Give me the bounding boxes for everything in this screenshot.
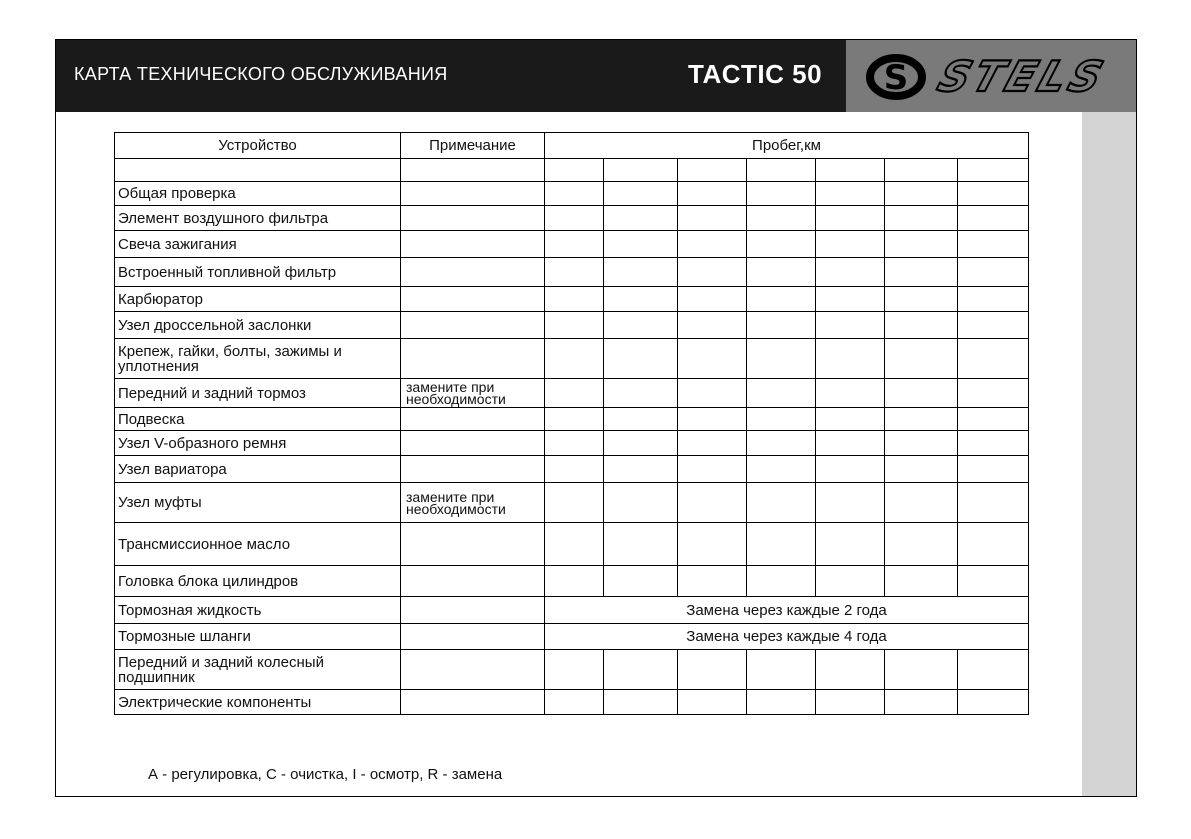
mileage-cell: [678, 339, 747, 379]
mileage-cell: [958, 159, 1029, 182]
mileage-cell: [816, 650, 885, 690]
mileage-cell: [816, 339, 885, 379]
mileage-cell: [885, 231, 958, 258]
side-strip: [1082, 112, 1136, 796]
note-cell: [401, 650, 545, 690]
mileage-cell: [885, 690, 958, 715]
note-cell: [401, 206, 545, 231]
mileage-cell: [604, 159, 678, 182]
mileage-cell: [604, 690, 678, 715]
mileage-cell: [747, 182, 816, 206]
table-row: [115, 206, 1029, 231]
mileage-cell: [747, 206, 816, 231]
mileage-cell: [545, 206, 604, 231]
mileage-cell: [678, 566, 747, 597]
subheader-row: [115, 159, 1029, 182]
note-cell: [401, 566, 545, 597]
mileage-cell: [604, 456, 678, 483]
mileage-cell: [604, 312, 678, 339]
mileage-cell: [747, 566, 816, 597]
device-cell: Тормозные шланги: [115, 624, 401, 650]
mileage-cell: [604, 206, 678, 231]
mileage-cell: [816, 287, 885, 312]
table-row: [115, 231, 1029, 258]
note-cell: замените при необходимости: [401, 483, 545, 523]
mileage-cell: [604, 287, 678, 312]
mileage-cell: [545, 566, 604, 597]
mileage-cell: [604, 566, 678, 597]
mileage-cell: [678, 206, 747, 231]
logo-text: STELS: [931, 52, 1113, 102]
note-cell: [401, 258, 545, 287]
table-row: [115, 431, 1029, 456]
device-cell: Встроенный топливной фильтр: [115, 258, 401, 287]
blank-cell: [401, 159, 545, 182]
mileage-cell: [604, 650, 678, 690]
note-cell: [401, 523, 545, 566]
mileage-cell: [604, 379, 678, 408]
mileage-cell: [885, 182, 958, 206]
mileage-cell: [678, 231, 747, 258]
note-cell: [401, 456, 545, 483]
maintenance-table: [114, 132, 1029, 715]
device-cell: Карбюратор: [115, 287, 401, 312]
mileage-cell: [604, 182, 678, 206]
column-header-mileage: Пробег,км: [545, 133, 1029, 159]
mileage-cell: [678, 287, 747, 312]
mileage-cell: [545, 287, 604, 312]
mileage-cell: [747, 339, 816, 379]
device-cell: Подвеска: [115, 408, 401, 431]
note-cell: [401, 339, 545, 379]
device-cell: Узел вариатора: [115, 456, 401, 483]
mileage-cell: [604, 408, 678, 431]
table-row: [115, 456, 1029, 483]
table-row: [115, 566, 1029, 597]
mileage-cell: [958, 379, 1029, 408]
mileage-cell: [604, 339, 678, 379]
maintenance-card: [55, 39, 1137, 797]
note-cell: [401, 408, 545, 431]
mileage-cell: [885, 258, 958, 287]
mileage-cell: [816, 258, 885, 287]
mileage-cell: [885, 408, 958, 431]
mileage-cell: [678, 258, 747, 287]
mileage-cell: [747, 408, 816, 431]
table-row: [115, 312, 1029, 339]
device-cell: Свеча зажигания: [115, 231, 401, 258]
mileage-cell: [816, 206, 885, 231]
mileage-cell: [545, 456, 604, 483]
mileage-cell: [816, 523, 885, 566]
mileage-cell: [545, 339, 604, 379]
mileage-cell: [747, 159, 816, 182]
mileage-cell: [545, 431, 604, 456]
page-title: КАРТА ТЕХНИЧЕСКОГО ОБСЛУЖИВАНИЯ: [74, 64, 448, 84]
mileage-cell: [678, 650, 747, 690]
device-cell: Трансмиссионное масло: [115, 523, 401, 566]
mileage-cell: [885, 339, 958, 379]
mileage-cell: [678, 379, 747, 408]
mileage-cell: [816, 159, 885, 182]
note-cell: [401, 231, 545, 258]
device-cell: Передний и задний колесный подшипник: [115, 650, 401, 690]
table-row: [115, 408, 1029, 431]
mileage-cell: [816, 231, 885, 258]
table-row: [115, 650, 1029, 690]
mileage-cell: [545, 231, 604, 258]
mileage-cell: [545, 182, 604, 206]
mileage-cell: [958, 431, 1029, 456]
stels-logo-icon: [846, 40, 1136, 112]
table-row: [115, 182, 1029, 206]
mileage-cell: [604, 258, 678, 287]
mileage-cell: [604, 231, 678, 258]
device-cell: Крепеж, гайки, болты, зажимы и уплотнения: [115, 339, 401, 379]
mileage-cell: [747, 379, 816, 408]
mileage-cell: [885, 431, 958, 456]
mileage-cell: [545, 258, 604, 287]
mileage-cell: [747, 231, 816, 258]
mileage-cell: [885, 456, 958, 483]
mileage-cell: [545, 408, 604, 431]
device-cell: Тормозная жидкость: [115, 597, 401, 624]
note-cell: [401, 431, 545, 456]
mileage-cell: [678, 690, 747, 715]
mileage-cell: [747, 690, 816, 715]
note-cell: замените при необходимости: [401, 379, 545, 408]
table-row: [115, 339, 1029, 379]
mileage-cell: [958, 287, 1029, 312]
note-cell: [401, 182, 545, 206]
mileage-cell: [958, 231, 1029, 258]
model-name: TACTIC 50: [688, 59, 823, 89]
mileage-cell: [816, 483, 885, 523]
note-cell: [401, 624, 545, 650]
column-header-note: Примечание: [401, 133, 545, 159]
mileage-cell: [678, 523, 747, 566]
device-cell: Элемент воздушного фильтра: [115, 206, 401, 231]
mileage-cell: [885, 566, 958, 597]
mileage-cell: [604, 483, 678, 523]
brand-logo: [846, 40, 1136, 112]
mileage-cell: [816, 456, 885, 483]
mileage-cell: [604, 431, 678, 456]
device-cell: Узел муфты: [115, 483, 401, 523]
mileage-cell: [885, 483, 958, 523]
mileage-cell: [747, 456, 816, 483]
mileage-cell: [747, 483, 816, 523]
mileage-cell: [545, 483, 604, 523]
mileage-cell: [545, 650, 604, 690]
mileage-cell: [958, 312, 1029, 339]
device-cell: Узел дроссельной заслонки: [115, 312, 401, 339]
mileage-cell: [958, 456, 1029, 483]
mileage-cell: [678, 182, 747, 206]
mileage-cell: [678, 159, 747, 182]
mileage-cell: [885, 379, 958, 408]
mileage-cell: [747, 650, 816, 690]
mileage-cell: [678, 431, 747, 456]
mileage-cell: [747, 312, 816, 339]
mileage-cell: [958, 650, 1029, 690]
table-row: [115, 483, 1029, 523]
mileage-cell: [885, 159, 958, 182]
logo-mark: S: [883, 58, 909, 98]
mileage-cell: [545, 523, 604, 566]
mileage-cell: [816, 379, 885, 408]
mileage-cell: [678, 483, 747, 523]
mileage-cell: [545, 379, 604, 408]
table-row: [115, 379, 1029, 408]
mileage-cell: [545, 312, 604, 339]
mileage-cell: [816, 312, 885, 339]
table-row: [115, 287, 1029, 312]
table-row: [115, 258, 1029, 287]
header-row: [115, 133, 1029, 159]
mileage-cell: [885, 206, 958, 231]
mileage-cell: [958, 483, 1029, 523]
table-row: [115, 597, 1029, 624]
device-cell: Электрические компоненты: [115, 690, 401, 715]
mileage-cell: [816, 431, 885, 456]
table-row: [115, 523, 1029, 566]
mileage-cell: [747, 523, 816, 566]
mileage-cell: [958, 690, 1029, 715]
mileage-cell: [816, 566, 885, 597]
mileage-cell: [958, 408, 1029, 431]
mileage-cell: [885, 287, 958, 312]
device-cell: Передний и задний тормоз: [115, 379, 401, 408]
mileage-cell: [678, 312, 747, 339]
mileage-cell: [678, 456, 747, 483]
mileage-cell: [604, 523, 678, 566]
mileage-cell: [885, 650, 958, 690]
mileage-cell: [816, 182, 885, 206]
mileage-cell: [958, 339, 1029, 379]
mileage-cell: [958, 206, 1029, 231]
note-cell: [401, 690, 545, 715]
legend: А - регулировка, С - очистка, I - осмотр, R - замена: [148, 766, 503, 783]
mileage-cell: [545, 690, 604, 715]
mileage-cell: [885, 312, 958, 339]
note-cell: [401, 597, 545, 624]
device-cell: Общая проверка: [115, 182, 401, 206]
interval-cell: Замена через каждые 2 года: [545, 597, 1029, 624]
mileage-cell: [816, 408, 885, 431]
note-cell: [401, 287, 545, 312]
table-row: [115, 690, 1029, 715]
mileage-cell: [545, 159, 604, 182]
mileage-cell: [958, 182, 1029, 206]
mileage-cell: [747, 431, 816, 456]
header-bar: [56, 40, 1136, 112]
mileage-cell: [958, 523, 1029, 566]
note-cell: [401, 312, 545, 339]
mileage-cell: [747, 258, 816, 287]
column-header-device: Устройство: [115, 133, 401, 159]
interval-cell: Замена через каждые 4 года: [545, 624, 1029, 650]
mileage-cell: [958, 566, 1029, 597]
mileage-cell: [958, 258, 1029, 287]
mileage-cell: [885, 523, 958, 566]
table-row: [115, 624, 1029, 650]
device-cell: Головка блока цилиндров: [115, 566, 401, 597]
blank-cell: [115, 159, 401, 182]
mileage-cell: [747, 287, 816, 312]
mileage-cell: [816, 690, 885, 715]
device-cell: Узел V-образного ремня: [115, 431, 401, 456]
mileage-cell: [678, 408, 747, 431]
